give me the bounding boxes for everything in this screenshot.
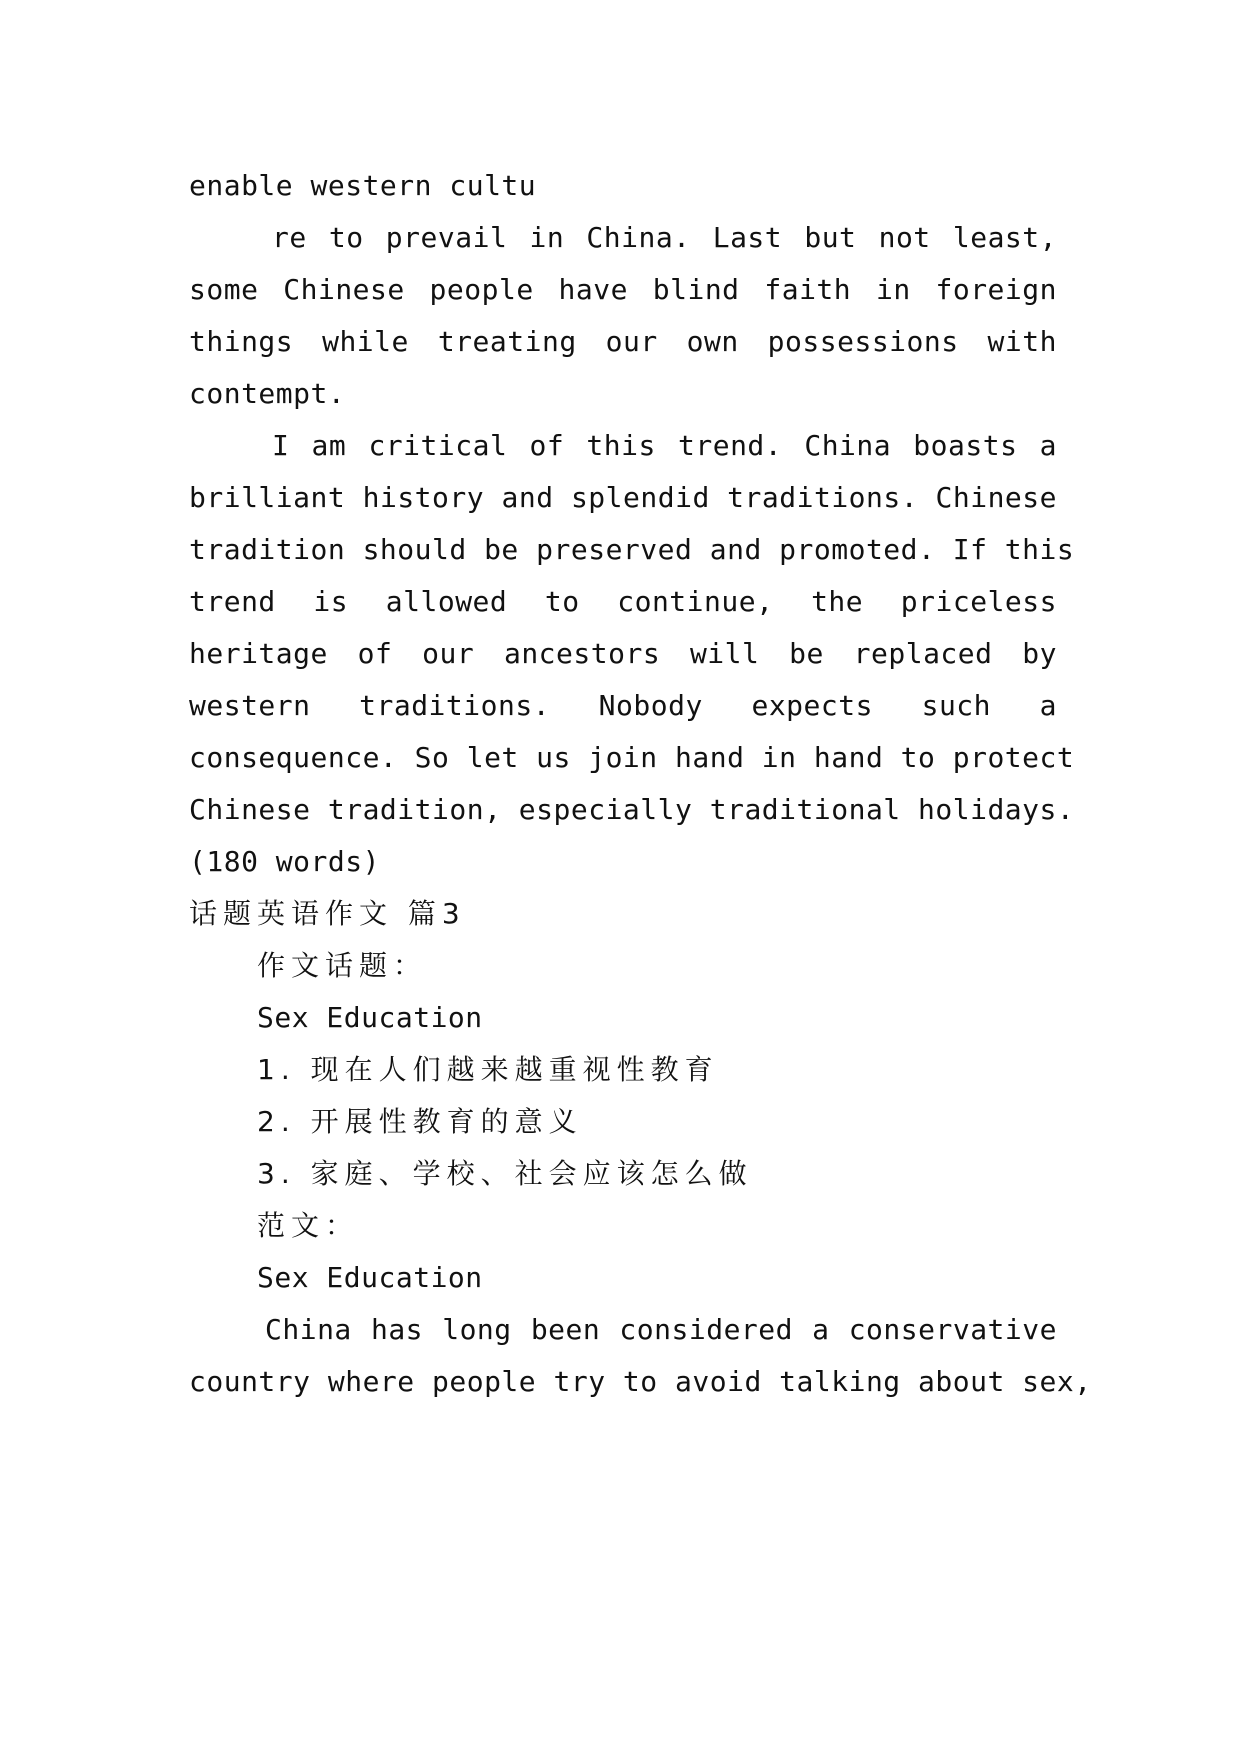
text-line: country where people try to avoid talking about sex,: [189, 1365, 1092, 1398]
text-line: contempt.: [189, 377, 346, 410]
text-line: things while treating our own possessions with: [189, 325, 1057, 358]
section-heading: 话题英语作文 篇3: [189, 897, 466, 930]
text-line: consequence. So let us join hand in hand to protect: [189, 741, 1075, 774]
text-line: some Chinese people have blind faith in foreign: [189, 273, 1057, 306]
outline-item: 3. 家庭、学校、社会应该怎么做: [257, 1157, 753, 1190]
text-line: western traditions. Nobody expects such a: [189, 689, 1057, 722]
word-count: (180 words): [189, 845, 380, 878]
text-line: re to prevail in China. Last but not least,: [272, 221, 1057, 254]
text-line: tradition should be preserved and promoted. If this: [189, 533, 1075, 566]
topic-title: Sex Education: [257, 1001, 483, 1034]
sample-label: 范文：: [257, 1209, 360, 1242]
text-line: trend is allowed to continue, the priceless: [189, 585, 1057, 618]
text-line: enable western cultu: [189, 169, 537, 202]
topic-label: 作文话题：: [257, 949, 428, 982]
text-line: China has long been considered a conservative: [265, 1313, 1057, 1346]
text-line: I am critical of this trend. China boasts a: [272, 429, 1057, 462]
essay-title: Sex Education: [257, 1261, 483, 1294]
text-line: brilliant history and splendid traditions. Chinese: [189, 481, 1057, 514]
text-line: Chinese tradition, especially traditional holidays.: [189, 793, 1075, 826]
text-line: heritage of our ancestors will be replaced by: [189, 637, 1057, 670]
outline-item: 1. 现在人们越来越重视性教育: [257, 1053, 719, 1086]
outline-item: 2. 开展性教育的意义: [257, 1105, 583, 1138]
